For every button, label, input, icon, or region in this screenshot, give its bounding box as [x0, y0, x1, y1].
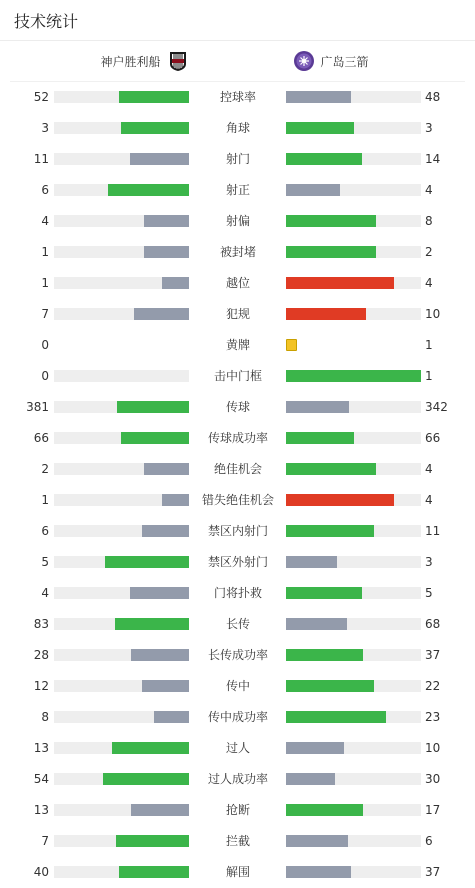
away-value: 1 — [425, 338, 433, 352]
stat-row — [0, 516, 475, 547]
home-bar-fill — [142, 680, 189, 692]
home-value: 11 — [33, 152, 49, 166]
away-bar-track — [286, 525, 421, 537]
home-bar-fill — [116, 835, 189, 847]
away-bar-track — [286, 587, 421, 599]
home-value: 7 — [41, 307, 49, 321]
teams-header — [10, 41, 465, 82]
home-bar-track — [54, 494, 189, 506]
away-bar-track — [286, 866, 421, 878]
away-bar-fill — [286, 556, 337, 568]
home-bar-track — [54, 215, 189, 227]
home-bar-fill — [103, 773, 189, 785]
home-value: 3 — [41, 121, 49, 135]
away-bar-track — [286, 804, 421, 816]
home-bar-track — [54, 680, 189, 692]
stat-label: 传中 — [225, 679, 250, 693]
stat-label: 长传 — [225, 617, 250, 631]
home-value: 381 — [26, 400, 49, 414]
home-bar-fill — [117, 401, 189, 413]
home-bar-fill — [115, 618, 189, 630]
home-bar-track — [54, 618, 189, 630]
stat-label: 传球 — [225, 400, 250, 414]
away-bar-fill — [286, 370, 421, 382]
stat-row — [0, 578, 475, 609]
away-bar-fill — [286, 215, 376, 227]
away-bar-track — [286, 308, 421, 320]
home-bar-fill — [119, 866, 189, 878]
away-bar-fill — [286, 122, 354, 134]
away-value: 5 — [425, 586, 433, 600]
stat-row — [0, 485, 475, 516]
home-bar-fill — [130, 587, 189, 599]
stat-label: 拦截 — [225, 834, 250, 848]
away-bar-fill — [286, 91, 351, 103]
away-bar-fill — [286, 184, 340, 196]
stat-row — [0, 764, 475, 795]
home-value: 66 — [33, 431, 49, 445]
stat-row — [0, 609, 475, 640]
away-value: 68 — [425, 617, 441, 631]
away-bar-track — [286, 680, 421, 692]
away-bar-track — [286, 711, 421, 723]
away-team-name: 广岛三箭 — [320, 54, 369, 69]
stat-row — [0, 392, 475, 423]
away-bar-track — [286, 432, 421, 444]
away-value: 23 — [425, 710, 441, 724]
away-bar-fill — [286, 463, 376, 475]
stat-row — [0, 795, 475, 826]
home-bar-fill — [130, 153, 189, 165]
stat-label: 射正 — [225, 183, 250, 197]
home-bar-fill — [131, 804, 189, 816]
stat-label: 击中门框 — [213, 369, 262, 383]
home-value: 52 — [33, 90, 49, 104]
away-bar-fill — [286, 525, 374, 537]
home-value: 5 — [41, 555, 49, 569]
away-bar-track — [286, 370, 421, 382]
away-value: 10 — [425, 307, 441, 321]
away-value: 37 — [425, 865, 441, 879]
home-value: 0 — [41, 338, 49, 352]
home-bar-track — [54, 804, 189, 816]
home-value: 13 — [33, 803, 49, 817]
away-bar-fill — [286, 649, 363, 661]
away-bar-track — [286, 184, 421, 196]
home-team-name: 神户胜利船 — [100, 54, 161, 69]
stat-label: 禁区外射门 — [207, 555, 268, 569]
away-value: 4 — [425, 183, 433, 197]
stat-row — [0, 299, 475, 330]
home-bar-track — [54, 711, 189, 723]
home-bar-track — [54, 432, 189, 444]
away-value: 30 — [425, 772, 441, 786]
stat-label: 射偏 — [225, 214, 250, 228]
home-bar-fill — [119, 91, 189, 103]
away-value: 66 — [425, 431, 441, 445]
stat-label: 传球成功率 — [207, 431, 268, 445]
stat-label: 犯规 — [225, 307, 250, 321]
stat-row — [0, 733, 475, 764]
away-bar-fill — [286, 618, 347, 630]
home-value: 54 — [33, 772, 49, 786]
stat-label: 过人成功率 — [207, 772, 268, 786]
away-bar-track — [286, 153, 421, 165]
away-value: 2 — [425, 245, 433, 259]
home-bar-fill — [154, 711, 189, 723]
away-team[interactable] — [293, 41, 369, 81]
stat-label: 禁区内射门 — [207, 524, 268, 538]
stat-label: 长传成功率 — [207, 648, 268, 662]
home-value: 83 — [33, 617, 49, 631]
home-value: 0 — [41, 369, 49, 383]
home-bar-fill — [108, 184, 189, 196]
home-value: 6 — [41, 524, 49, 538]
home-value: 6 — [41, 183, 49, 197]
away-bar-fill — [286, 804, 363, 816]
stat-row — [0, 361, 475, 392]
home-bar-track — [54, 866, 189, 878]
home-bar-track — [54, 246, 189, 258]
home-bar-fill — [112, 742, 189, 754]
away-bar-track — [286, 215, 421, 227]
home-bar-track — [54, 277, 189, 289]
sanfrecce-crest-icon — [293, 50, 315, 72]
home-bar-fill — [162, 494, 189, 506]
stat-label: 传中成功率 — [207, 710, 268, 724]
stat-label: 黄牌 — [225, 338, 250, 352]
stat-row — [0, 826, 475, 857]
away-bar-fill — [286, 587, 362, 599]
stat-label: 射门 — [225, 152, 250, 166]
away-bar-track — [286, 494, 421, 506]
away-bar-fill — [286, 680, 374, 692]
away-value: 14 — [425, 152, 441, 166]
stat-label: 错失绝佳机会 — [201, 493, 274, 507]
stat-row — [0, 330, 475, 361]
stat-row — [0, 82, 475, 113]
home-bar-track — [54, 401, 189, 413]
away-bar-fill — [286, 153, 362, 165]
away-value: 1 — [425, 369, 433, 383]
stat-row — [0, 175, 475, 206]
home-value: 1 — [41, 493, 49, 507]
home-bar-fill — [131, 649, 189, 661]
away-value: 17 — [425, 803, 441, 817]
stat-label: 角球 — [225, 121, 250, 135]
stat-label: 解围 — [225, 865, 250, 879]
home-bar-track — [54, 587, 189, 599]
home-value: 4 — [41, 214, 49, 228]
stat-row — [0, 144, 475, 175]
stat-row — [0, 547, 475, 578]
away-bar-fill — [286, 308, 366, 320]
away-bar-track — [286, 277, 421, 289]
away-bar-track — [286, 401, 421, 413]
stat-label: 过人 — [225, 741, 250, 755]
stat-row — [0, 423, 475, 454]
away-bar-fill — [286, 711, 386, 723]
home-bar-track — [54, 835, 189, 847]
home-bar-track — [54, 525, 189, 537]
home-bar-fill — [121, 432, 189, 444]
home-bar-track — [54, 370, 189, 382]
away-value: 11 — [425, 524, 441, 538]
away-value: 4 — [425, 493, 433, 507]
home-value: 2 — [41, 462, 49, 476]
home-team[interactable] — [100, 41, 188, 81]
home-bar-track — [54, 556, 189, 568]
stat-row — [0, 857, 475, 888]
home-value: 1 — [41, 276, 49, 290]
stat-row — [0, 113, 475, 144]
home-bar-fill — [134, 308, 189, 320]
away-bar-fill — [286, 432, 354, 444]
stat-label: 抢断 — [225, 803, 250, 817]
away-value: 4 — [425, 276, 433, 290]
home-bar-fill — [105, 556, 189, 568]
stat-row — [0, 640, 475, 671]
home-bar-track — [54, 773, 189, 785]
away-bar-track — [286, 122, 421, 134]
home-bar-track — [54, 308, 189, 320]
stat-label: 控球率 — [219, 90, 256, 104]
home-value: 28 — [33, 648, 49, 662]
page-title: 技术统计 — [14, 12, 79, 31]
home-bar-track — [54, 649, 189, 661]
away-value: 6 — [425, 834, 433, 848]
away-bar-track — [286, 835, 421, 847]
home-value: 8 — [41, 710, 49, 724]
away-bar-track — [286, 618, 421, 630]
stat-label: 越位 — [225, 276, 250, 290]
home-bar-fill — [142, 525, 189, 537]
away-value: 8 — [425, 214, 433, 228]
home-bar-track — [54, 463, 189, 475]
home-bar-fill — [162, 277, 189, 289]
home-bar-track — [54, 742, 189, 754]
away-bar-track — [286, 246, 421, 258]
away-bar-fill — [286, 742, 344, 754]
away-value: 3 — [425, 121, 433, 135]
home-value: 1 — [41, 245, 49, 259]
home-bar-track — [54, 184, 189, 196]
home-bar-fill — [144, 215, 189, 227]
stat-row — [0, 268, 475, 299]
stat-row — [0, 454, 475, 485]
home-bar-fill — [144, 246, 189, 258]
away-bar-fill — [286, 277, 394, 289]
away-bar-fill — [286, 773, 335, 785]
stat-row — [0, 206, 475, 237]
away-value: 37 — [425, 648, 441, 662]
home-value: 40 — [33, 865, 49, 879]
away-value: 3 — [425, 555, 433, 569]
away-bar-fill — [286, 866, 351, 878]
away-bar-track — [286, 556, 421, 568]
stat-row — [0, 671, 475, 702]
header — [0, 0, 475, 41]
away-bar-fill — [286, 401, 349, 413]
home-bar-track — [54, 122, 189, 134]
away-bar-fill — [286, 494, 394, 506]
home-bar-fill — [121, 122, 189, 134]
away-bar-track — [286, 91, 421, 103]
away-value: 4 — [425, 462, 433, 476]
away-value: 10 — [425, 741, 441, 755]
away-value: 22 — [425, 679, 441, 693]
stat-label: 绝佳机会 — [213, 462, 262, 476]
home-value: 7 — [41, 834, 49, 848]
stat-label: 门将扑救 — [213, 586, 262, 600]
away-bar-track — [286, 773, 421, 785]
stats-table — [0, 82, 475, 888]
home-value: 4 — [41, 586, 49, 600]
away-bar-fill — [286, 835, 348, 847]
home-bar-track — [54, 91, 189, 103]
away-bar-track — [286, 742, 421, 754]
away-value: 342 — [425, 400, 448, 414]
stat-row — [0, 702, 475, 733]
vissel-kobe-crest-icon — [167, 50, 189, 72]
away-value: 48 — [425, 90, 441, 104]
away-bar-track — [286, 463, 421, 475]
home-bar-track — [54, 153, 189, 165]
stat-label: 被封堵 — [219, 245, 256, 259]
stat-row — [0, 237, 475, 268]
home-value: 13 — [33, 741, 49, 755]
home-bar-fill — [144, 463, 189, 475]
yellow-card-icon — [286, 339, 297, 351]
away-bar-fill — [286, 246, 376, 258]
away-bar-track — [286, 649, 421, 661]
home-value: 12 — [33, 679, 49, 693]
